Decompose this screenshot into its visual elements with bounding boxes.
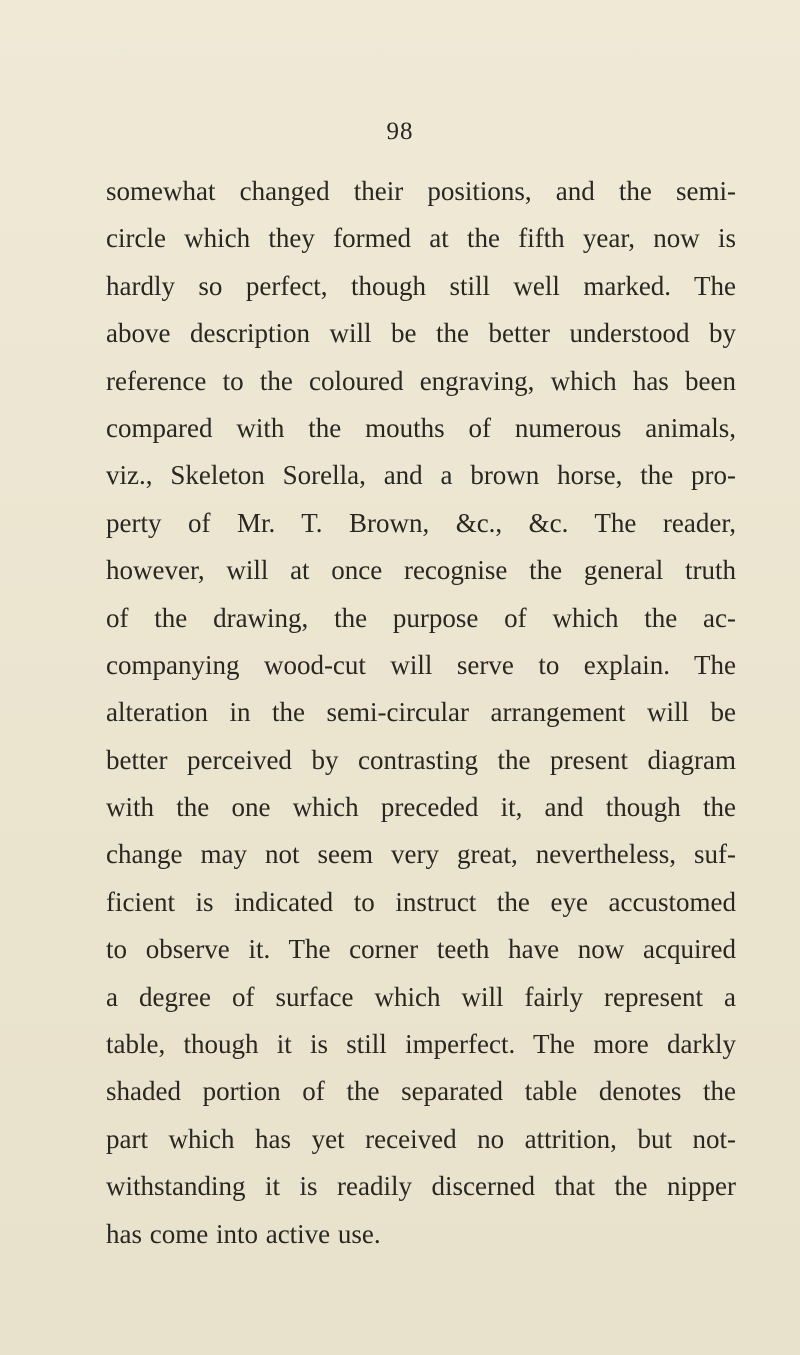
text-line: shaded portion of the separated table denotes the: [106, 1076, 736, 1107]
text-line: perty of Mr. T. Brown, &c., &c. The reader,: [106, 507, 736, 538]
text-line: above description will be the better understood by: [106, 318, 736, 349]
text-line: to observe it. The corner teeth have now acquired: [106, 934, 736, 965]
text-line: of the drawing, the purpose of which the ac-: [106, 602, 736, 633]
text-line: however, will at once recognise the general truth: [106, 555, 736, 586]
text-line: withstanding it is readily discerned that the nipper: [106, 1171, 736, 1202]
page-number: 98: [386, 118, 414, 145]
text-line: reference to the coloured engraving, which has been: [106, 365, 736, 396]
text-line: better perceived by contrasting the present diagram: [106, 744, 736, 775]
text-line: alteration in the semi-circular arrangement will be: [106, 697, 736, 728]
text-line-last: has come into active use.: [106, 1218, 381, 1249]
text-line: circle which they formed at the fifth year, now is: [106, 223, 736, 254]
text-line: with the one which preceded it, and though the: [106, 792, 736, 823]
text-line: viz., Skeleton Sorella, and a brown horse, the pro-: [106, 460, 736, 491]
text-line: change may not seem very great, nevertheless, suf-: [106, 839, 736, 870]
text-line: ficient is indicated to instruct the eye accustomed: [106, 886, 736, 917]
text-line: part which has yet received no attrition, but not-: [106, 1123, 736, 1154]
text-line: hardly so perfect, though still well marked. The: [106, 270, 736, 301]
text-line: somewhat changed their positions, and the semi-: [106, 176, 736, 206]
text-line: a degree of surface which will fairly represent a: [106, 981, 736, 1012]
text-line: compared with the mouths of numerous animals,: [106, 412, 736, 443]
text-line: companying wood-cut will serve to explain. The: [106, 649, 736, 680]
body-paragraph: [106, 168, 736, 1258]
text-line: table, though it is still imperfect. The more darkly: [106, 1029, 736, 1060]
